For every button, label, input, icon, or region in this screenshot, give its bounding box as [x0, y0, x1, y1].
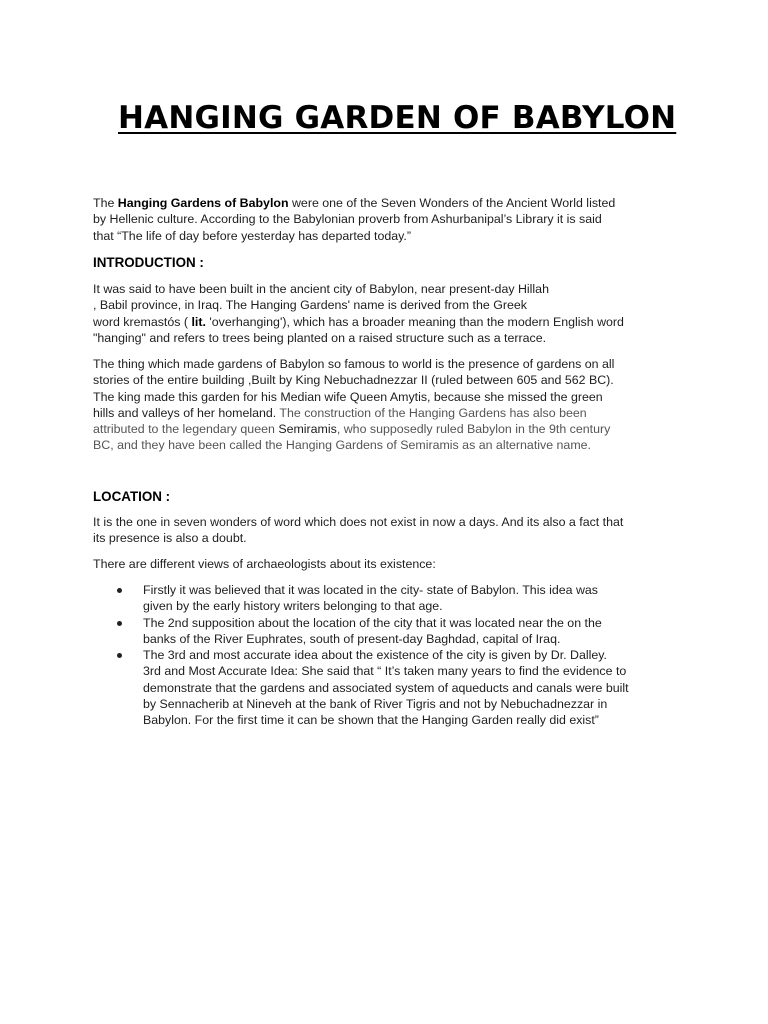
text-line: 3rd and Most Accurate Idea: She said that “ It’s taken many years to find the evidence to [143, 664, 627, 679]
text-line [93, 405, 693, 421]
bullet-icon [117, 621, 122, 626]
text-span: hills and valleys of her homeland. [93, 405, 277, 420]
introduction-heading: INTRODUCTION : [93, 255, 204, 270]
text-span: , who supposedly ruled Babylon in the 9th century [336, 422, 611, 437]
text-line [93, 195, 693, 211]
text-line: It was said to have been built in the ancient city of Babylon, near present-day Hillah [93, 282, 549, 296]
text-line: The thing which made gardens of Babylon so famous to world is the presence of gardens on all [93, 357, 615, 371]
bold-term: Hanging Gardens of Babylon [117, 196, 289, 210]
text-line [93, 314, 693, 330]
text-line: There are different views of archaeologists about its existence: [93, 557, 436, 571]
location-bullet-list [93, 582, 693, 729]
text-line: given by the early history writers belonging to that age. [143, 599, 443, 614]
location-heading: LOCATION : [93, 489, 171, 504]
text-line: It is the one in seven wonders of word which does not exist in now a days. And its also a fact that [93, 515, 624, 529]
text-line: by Hellenic culture. According to the Babylonian proverb from Ashurbanipal’s Library it is said [93, 212, 602, 227]
text-line [93, 421, 693, 437]
text-line: demonstrate that the gardens and associated system of aqueducts and canals were built [143, 680, 629, 695]
text-span: word kremastós ( [93, 314, 192, 329]
text-line: , Babil province, in Iraq. The Hanging Gardens' name is derived from the Greek [93, 298, 527, 313]
text-span: The [93, 196, 118, 210]
text-line: its presence is also a doubt. [93, 531, 247, 546]
text-span: attributed to the legendary queen [93, 422, 279, 437]
text-line: Firstly it was believed that it was located in the city- state of Babylon. This idea was [143, 583, 598, 597]
intro-paragraph [93, 195, 693, 244]
location-paragraph-1 [93, 514, 693, 547]
text-line: The 2nd supposition about the location of the city that it was located near the on the [143, 615, 602, 630]
bold-term: lit. [191, 314, 206, 329]
text-line: by Sennacherib at Nineveh at the bank of River Tigris and not by Nebuchadnezzar in [143, 697, 608, 712]
text-line: stories of the entire building ,Built by King Nebuchadnezzar II (ruled between 605 and 562 BC). [93, 373, 614, 388]
text-line: "hanging" and refers to trees being planted on a raised structure such as a terrace. [93, 330, 547, 345]
list-item [93, 647, 693, 728]
text-line: that “The life of day before yesterday has departed today.” [93, 228, 411, 243]
text-line: The 3rd and most accurate idea about the existence of the city is given by Dr. Dalley. [143, 648, 607, 663]
text-line: Babylon. For the first time it can be shown that the Hanging Garden really did exist” [143, 713, 599, 728]
text-span: were one of the Seven Wonders of the Ancient World listed [288, 196, 616, 210]
text-span: Semiramis [278, 422, 337, 437]
bullet-icon [117, 653, 122, 658]
location-paragraph-2 [93, 556, 693, 572]
list-item [93, 615, 693, 648]
text-span: 'overhanging'), which has a broader meaning than the modern English word [205, 314, 624, 329]
text-line: BC, and they have been called the Hanging Gardens of Semiramis as an alternative name. [93, 438, 591, 453]
text-span: The construction of the Hanging Gardens has also been [276, 405, 587, 420]
introduction-paragraph-1 [93, 281, 693, 346]
text-line: banks of the River Euphrates, south of present-day Baghdad, capital of Iraq. [143, 631, 561, 646]
text-line: The king made this garden for his Median wife Queen Amytis, because she missed the green [93, 389, 603, 404]
list-item [93, 582, 693, 615]
bullet-icon [117, 588, 122, 593]
introduction-paragraph-2 [93, 356, 693, 454]
document-title: HANGING GARDEN OF BABYLON [118, 100, 677, 136]
